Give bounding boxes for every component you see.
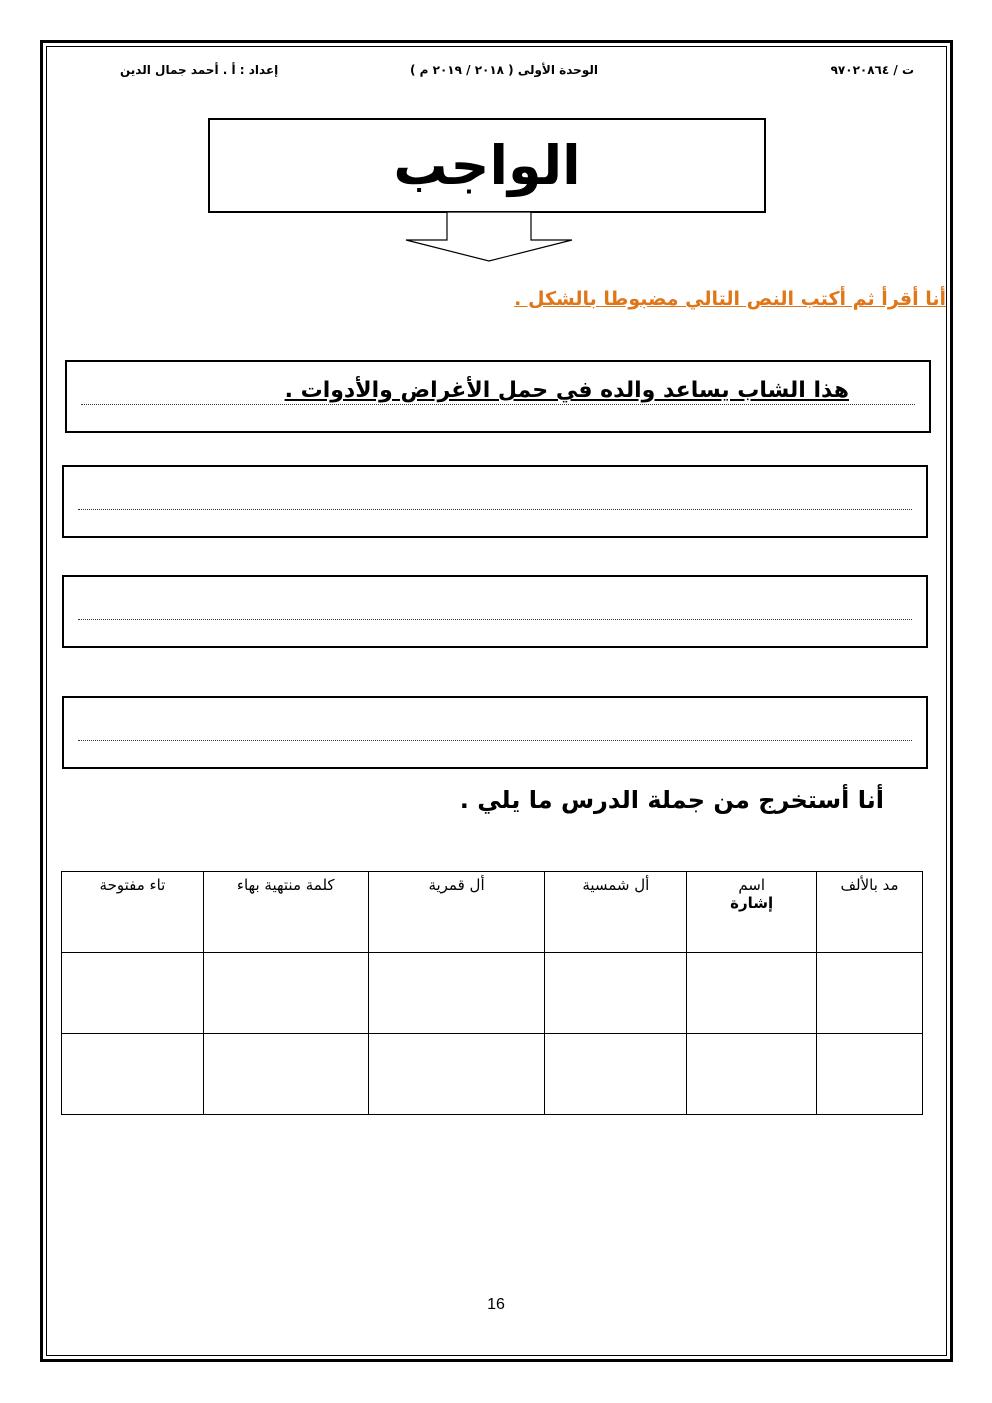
answer-cell[interactable] — [545, 953, 687, 1034]
instruction-heading: أنا أقرأ ثم أكتب النص التالي مضبوطا بالشكل . — [514, 288, 946, 310]
answer-cell[interactable] — [545, 1034, 687, 1115]
answer-cell[interactable] — [817, 1034, 923, 1115]
table-header-row — [62, 872, 923, 953]
header-cell: كلمة منتهية بهاء — [203, 872, 368, 953]
answer-cell[interactable] — [203, 953, 368, 1034]
answer-cell[interactable] — [203, 1034, 368, 1115]
writing-box-1[interactable] — [62, 465, 928, 538]
writing-box-2[interactable] — [62, 575, 928, 648]
answer-cell[interactable] — [62, 953, 204, 1034]
answer-cell[interactable] — [62, 1034, 204, 1115]
page-title: الواجب — [393, 134, 581, 197]
answer-cell[interactable] — [368, 953, 545, 1034]
extraction-question: أنا أستخرج من جملة الدرس ما يلي . — [459, 786, 884, 814]
answer-cell[interactable] — [687, 1034, 817, 1115]
answer-cell[interactable] — [817, 953, 923, 1034]
writing-line — [78, 509, 912, 510]
header-cell: اسم إشارة — [687, 872, 817, 953]
writing-line — [78, 740, 912, 741]
header-cell: أل شمسية — [545, 872, 687, 953]
page-number: 16 — [487, 1296, 505, 1313]
header-author: إعداد : أ . أحمد جمال الدين — [120, 63, 279, 77]
answer-cell[interactable] — [368, 1034, 545, 1115]
model-sentence: هذا الشاب يساعد والده في حمل الأغراض والأدوات . — [284, 378, 849, 403]
header-cell: أل قمرية — [368, 872, 545, 953]
header-cell: مد بالألف — [817, 872, 923, 953]
down-arrow-icon — [404, 212, 574, 264]
sentence-box — [65, 360, 931, 433]
header-unit: الوحدة الأولى ( ٢٠١٨ / ٢٠١٩ م ) — [410, 63, 598, 77]
writing-box-3[interactable] — [62, 696, 928, 769]
answer-cell[interactable] — [687, 953, 817, 1034]
header-cell: تاء مفتوحة — [62, 872, 204, 953]
table-row — [62, 953, 923, 1034]
header-phone: ت / ٩٧٠٢٠٨٦٤ — [830, 63, 914, 77]
title-box — [208, 118, 766, 213]
writing-line — [78, 619, 912, 620]
extraction-table — [61, 871, 923, 1115]
table-row — [62, 1034, 923, 1115]
writing-line — [81, 404, 915, 405]
